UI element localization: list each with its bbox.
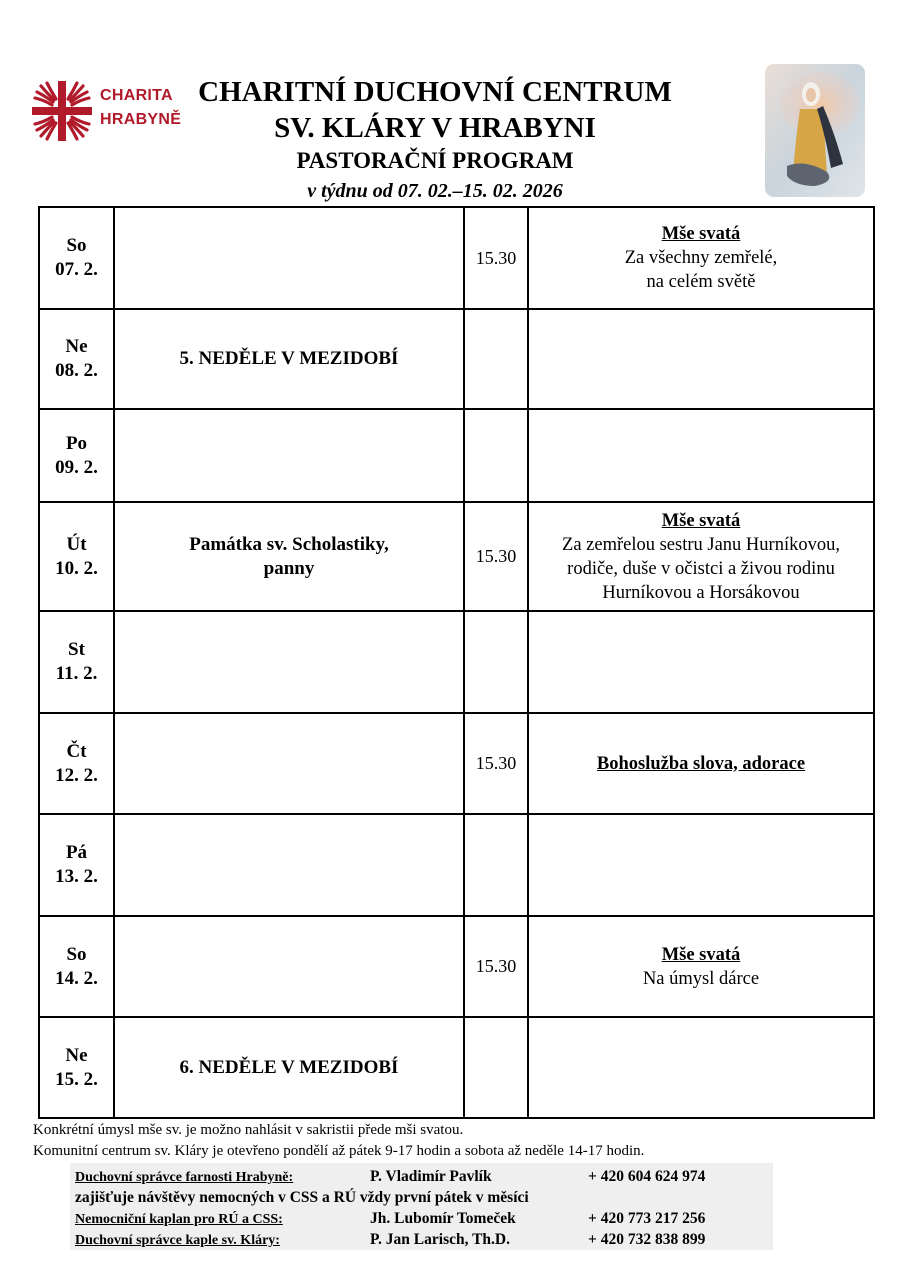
feast-cell: 6. NEDĚLE V MEZIDOBÍ	[114, 1017, 464, 1118]
day-name: Čt	[66, 740, 87, 762]
charita-cross-icon	[31, 80, 93, 142]
notes	[33, 1120, 644, 1162]
saint-clare-image	[765, 64, 865, 197]
feast-cell	[114, 207, 464, 309]
note-line: Konkrétní úmysl mše sv. je možno nahlásit v sakristii přede mši svatou.	[33, 1122, 464, 1138]
feast-cell	[114, 611, 464, 713]
logo-line-2: HRABYNĚ	[100, 111, 182, 128]
table-row	[39, 916, 874, 1017]
event-cell	[528, 611, 874, 713]
contact-phone: + 420 773 217 256	[588, 1210, 706, 1227]
day-name: Po	[65, 432, 88, 454]
day-date: 08. 2.	[55, 360, 98, 381]
time-cell	[464, 611, 528, 713]
feast-line: Památka sv. Scholastiky,	[189, 533, 389, 555]
table-row	[39, 1017, 874, 1118]
contact-phone: + 420 732 838 899	[588, 1231, 706, 1248]
page-subtitle: PASTORAČNÍ PROGRAM	[296, 148, 574, 173]
contact-row	[75, 1208, 705, 1229]
table-row	[39, 713, 874, 814]
day-name: Ne	[65, 1044, 88, 1066]
table-row	[39, 814, 874, 916]
time-cell: 15.30	[464, 916, 528, 1017]
table-row	[39, 309, 874, 409]
table-row	[39, 502, 874, 611]
note-line: Komunitní centrum sv. Kláry je otevřeno pondělí až pátek 9-17 hodin a sobota až neděle 14-17 hodin.	[33, 1143, 645, 1159]
table-row	[39, 207, 874, 309]
week-range: v týdnu od 07. 02.–15. 02. 2026	[307, 180, 563, 202]
page-title: CHARITNÍ DUCHOVNÍ CENTRUM	[198, 76, 672, 108]
page-title-line-2: SV. KLÁRY V HRABYNI	[274, 112, 596, 144]
day-name: Út	[66, 533, 87, 555]
event-line: Za zemřelou sestru Janu Hurníkovou,	[562, 534, 840, 555]
contact-label: Duchovní správce kaple sv. Kláry:	[75, 1233, 280, 1248]
day-cell	[39, 1017, 114, 1118]
feast-line: panny	[263, 557, 315, 579]
day-name: Ne	[65, 336, 88, 357]
feast-cell	[114, 409, 464, 502]
event-title: Mše svatá	[661, 510, 741, 531]
table-row	[39, 409, 874, 502]
day-cell	[39, 207, 114, 309]
contact-row	[75, 1166, 705, 1187]
time-cell: 15.30	[464, 713, 528, 814]
event-cell	[528, 409, 874, 502]
event-line: Na úmysl dárce	[642, 968, 760, 989]
contact-name: P. Jan Larisch, Th.D.	[370, 1231, 510, 1248]
time-cell	[464, 409, 528, 502]
event-cell	[528, 814, 874, 916]
day-name: So	[66, 943, 87, 965]
event-cell	[528, 713, 874, 814]
event-cell	[528, 916, 874, 1017]
day-date: 13. 2.	[55, 866, 98, 887]
day-date: 11. 2.	[55, 663, 98, 684]
feast-cell: 5. NEDĚLE V MEZIDOBÍ	[114, 309, 464, 409]
contact-name: P. Vladimír Pavlík	[370, 1168, 492, 1185]
day-date: 12. 2.	[55, 764, 98, 786]
day-cell	[39, 814, 114, 916]
event-cell	[528, 309, 874, 409]
day-date: 09. 2.	[55, 456, 98, 478]
contact-phone: + 420 604 624 974	[588, 1168, 706, 1185]
day-date: 14. 2.	[55, 967, 98, 989]
event-line: na celém světě	[646, 272, 756, 292]
event-title: Mše svatá	[661, 944, 741, 965]
feast-cell	[114, 713, 464, 814]
schedule-table	[38, 206, 875, 1119]
feast-cell	[114, 502, 464, 611]
day-date: 10. 2.	[55, 557, 98, 579]
contact-row	[75, 1229, 705, 1250]
event-cell	[528, 1017, 874, 1118]
time-cell: 15.30	[464, 502, 528, 611]
contact-name: Jh. Lubomír Tomeček	[370, 1210, 516, 1227]
day-name: Pá	[65, 842, 88, 863]
contact-label: Nemocniční kaplan pro RÚ a CSS:	[75, 1212, 283, 1227]
event-line: Za všechny zemřelé,	[624, 248, 778, 268]
table-row	[39, 611, 874, 713]
feast-cell	[114, 814, 464, 916]
day-cell	[39, 309, 114, 409]
time-cell	[464, 1017, 528, 1118]
event-cell	[528, 502, 874, 611]
logo-line-1: CHARITA	[100, 87, 173, 104]
event-title: Mše svatá	[661, 224, 741, 244]
day-cell	[39, 502, 114, 611]
day-cell	[39, 916, 114, 1017]
time-cell: 15.30	[464, 207, 528, 309]
event-title: Bohoslužba slova, adorace	[596, 753, 806, 774]
day-date: 15. 2.	[55, 1068, 98, 1090]
day-cell	[39, 713, 114, 814]
event-cell	[528, 207, 874, 309]
contacts-box	[70, 1163, 773, 1250]
day-date: 07. 2.	[55, 259, 98, 280]
day-name: So	[66, 235, 87, 256]
event-line: Hurníkovou a Horsákovou	[602, 582, 800, 603]
event-line: rodiče, duše v očistci a živou rodinu	[567, 558, 835, 579]
time-cell	[464, 814, 528, 916]
day-cell	[39, 611, 114, 713]
time-cell	[464, 309, 528, 409]
day-cell	[39, 409, 114, 502]
feast-cell	[114, 916, 464, 1017]
day-name: St	[68, 639, 85, 660]
contact-label: Duchovní správce farnosti Hrabyně:	[75, 1170, 294, 1185]
contact-note: zajišťuje návštěvy nemocných v CSS a RÚ vždy první pátek v měsíci	[75, 1189, 529, 1206]
